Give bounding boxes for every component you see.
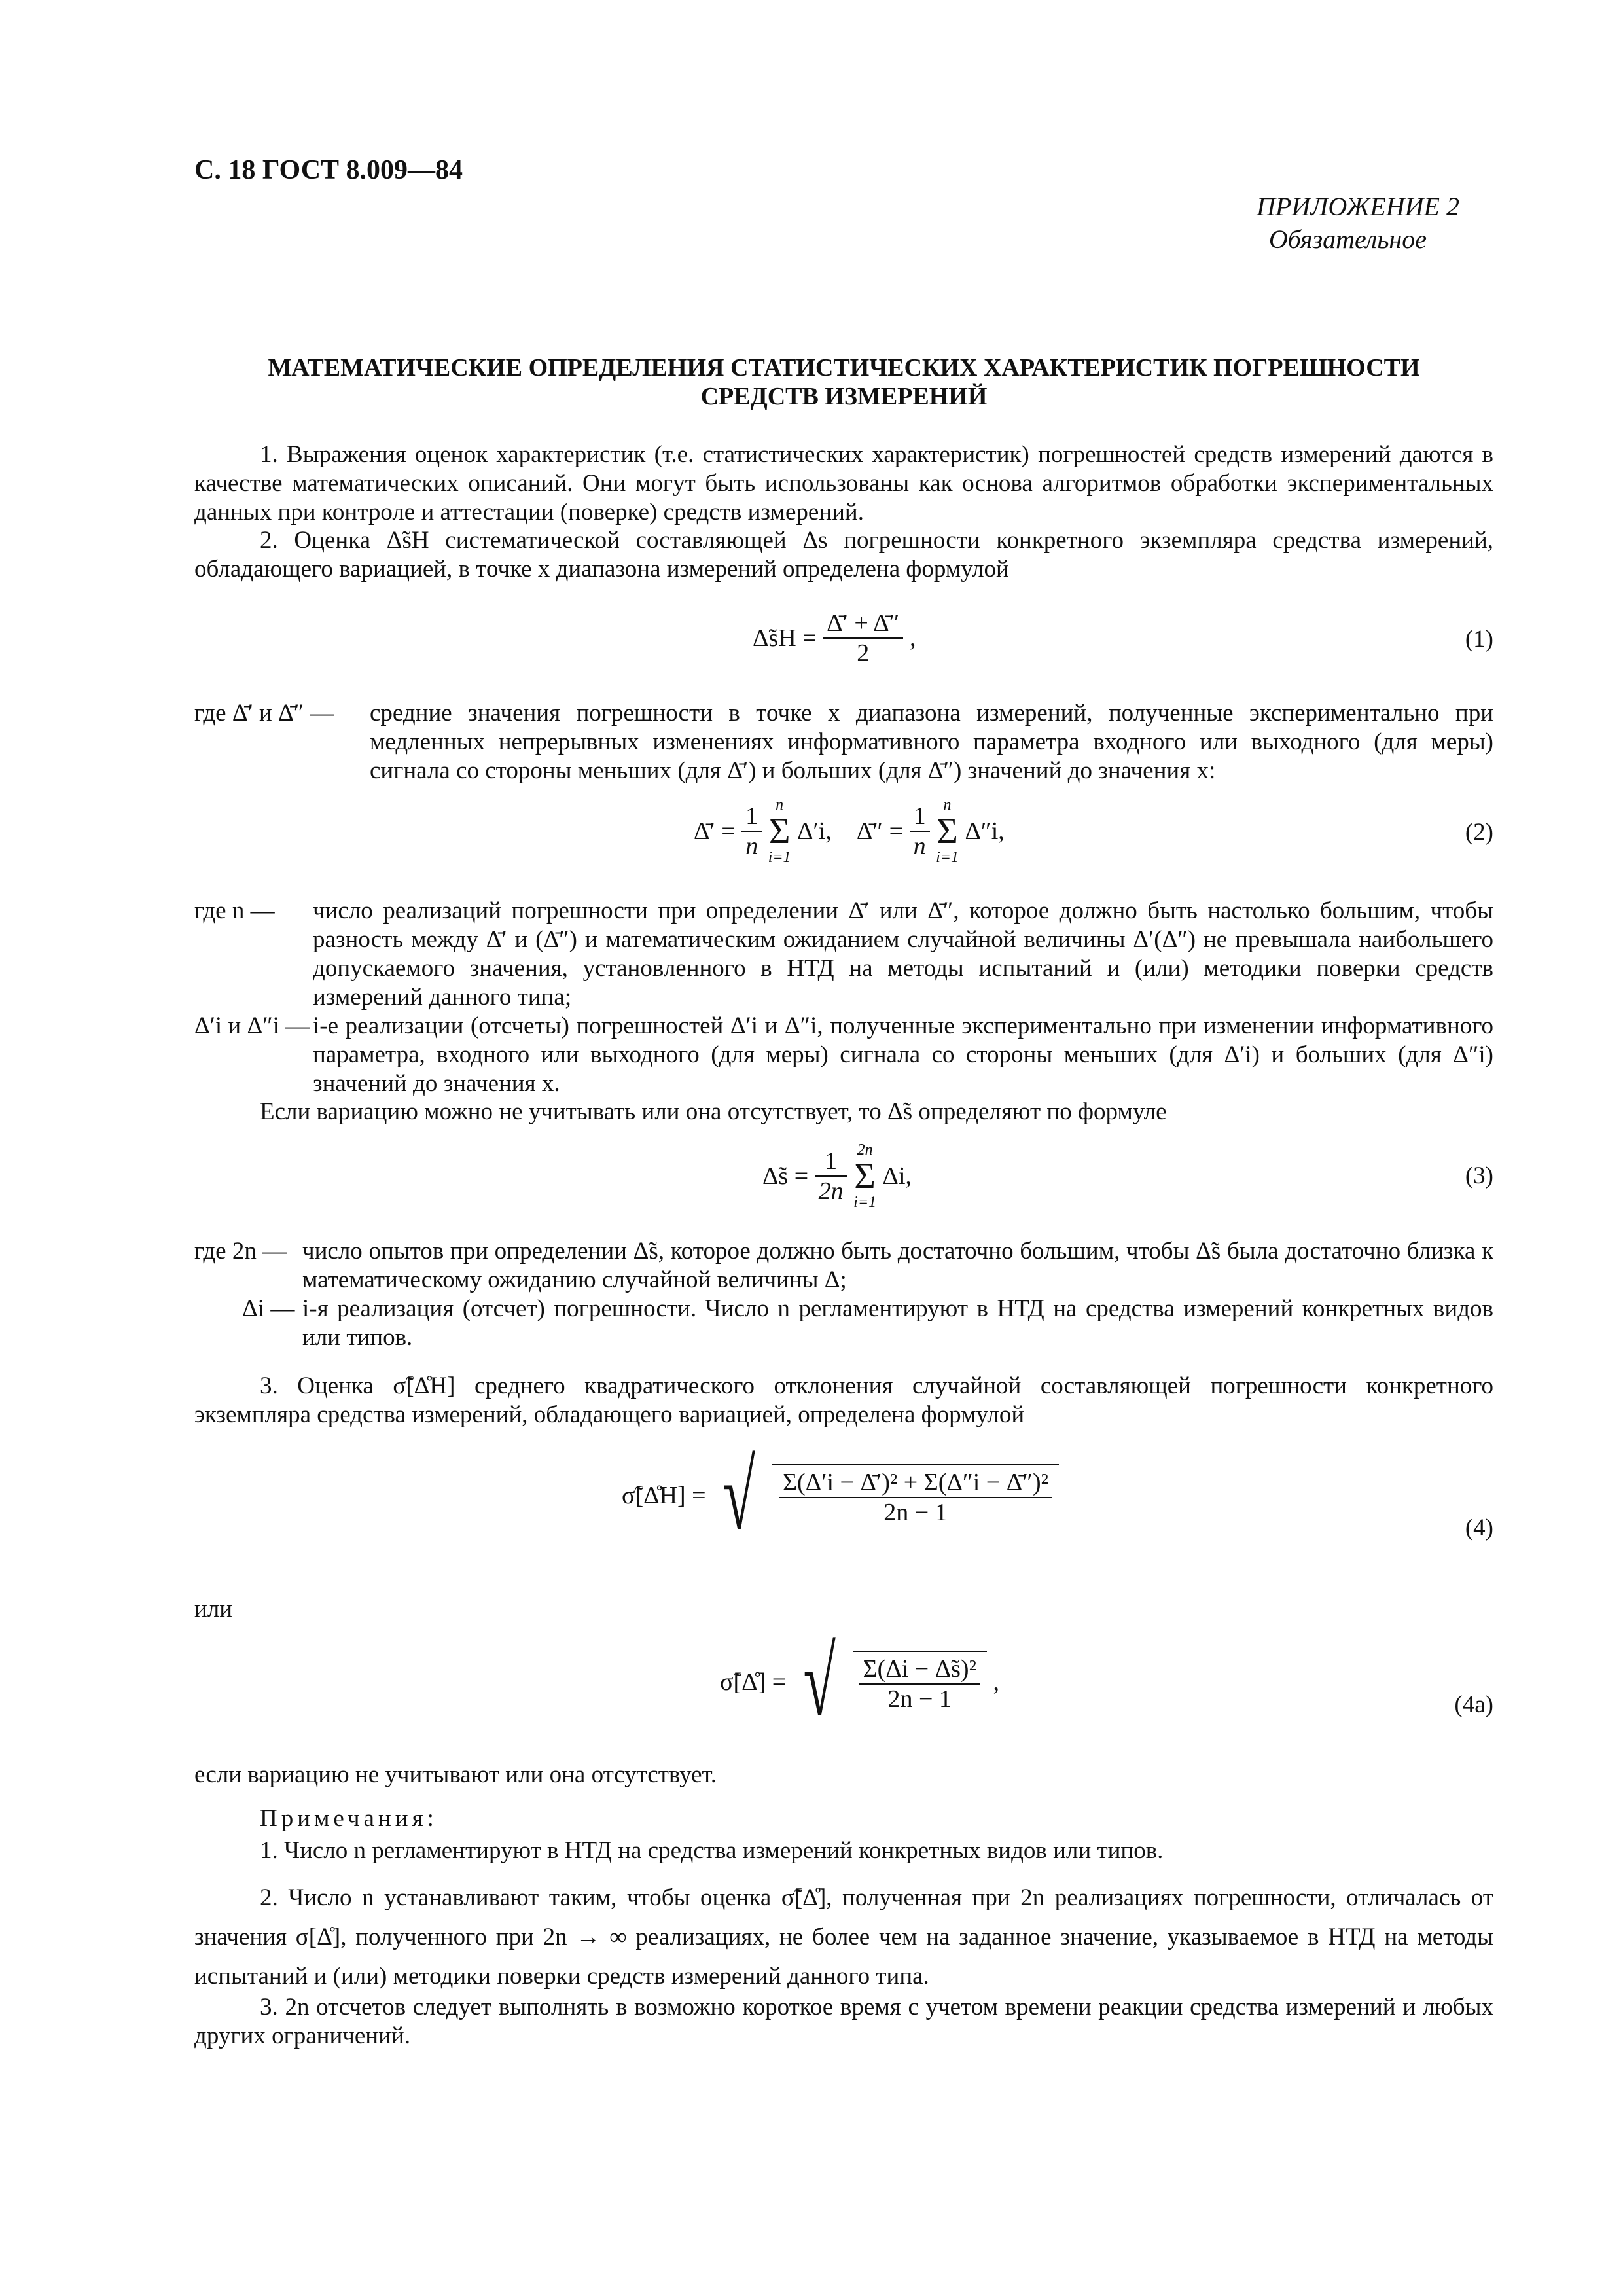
note-3: 3. 2n отсчетов следует выполнять в возможно короткое время с учетом времени реакции средства измерений и любых других ограничений.: [194, 1994, 1493, 2049]
eq2-b-frac-num: 1: [910, 802, 930, 832]
where-4-lead: где 2n —: [194, 1238, 287, 1265]
where-3-lead: Δ′i и Δ″i —: [194, 1013, 310, 1039]
where-5-text: i-я реализация (отсчет) погрешности. Число n регламентируют в НТД на средства измерений конкретных видов или типов.: [302, 1295, 1493, 1351]
eq2-b-lhs: Δ̄″ =: [856, 817, 904, 845]
eq2-a-frac-num: 1: [741, 802, 762, 832]
eq1-tail: ,: [909, 624, 916, 652]
eq3-fraction: [815, 1147, 847, 1206]
equation-1: [753, 609, 916, 668]
equation-4: [622, 1441, 1059, 1550]
eq1-denominator: 2: [857, 639, 870, 667]
equation-4a: [720, 1628, 999, 1736]
eq3-body: Δi,: [882, 1162, 912, 1190]
eq3-number: (3): [1465, 1162, 1493, 1189]
eq3-lhs: Δ̃s =: [762, 1162, 809, 1190]
sigma-icon: Σ: [936, 811, 958, 852]
eq1-lhs: Δ̃sH =: [753, 624, 817, 652]
where-2-lead: где n —: [194, 897, 275, 924]
eq2-a-sum: [768, 797, 791, 865]
eq4-lhs: σ̃[Δ̊H] =: [622, 1482, 706, 1509]
where-5-lead: Δi —: [242, 1295, 295, 1322]
eq4a-lhs: σ̃[Δ̊] =: [720, 1668, 787, 1696]
eq2-a-frac-den: n: [745, 833, 758, 860]
paragraph-3: 3. Оценка σ̃[Δ̊H] среднего квадратического отклонения случайной составляющей погрешности конкретного экземпляра средства измерений, обладающего вариацией, определена формулой: [194, 1372, 1493, 1428]
eq2-b-sum-top: n: [943, 797, 952, 814]
title-line-2: СРЕДСТВ ИЗМЕРЕНИЙ: [700, 383, 988, 410]
eq2-b-fraction: [910, 802, 930, 861]
paragraph-1: 1. Выражения оценок характеристик (т.е. статистических характеристик) погрешностей средств измерений даются в качестве математических описаний. Они могут быть использованы как основа алгоритмов обработки экспериментальных данных при контроле и аттестации (поверке) средств измерений.: [194, 441, 1493, 526]
eq2-b-sum-bottom: i=1: [936, 849, 959, 866]
note-2: 2. Число n устанавливают таким, чтобы оценка σ̃[Δ̊], полученная при 2n реализациях погрешности, отличалась от значения σ[Δ̊], полученного при 2n → ∞ реализациях, не более чем на заданное значение, указываемое в НТД на методы испытаний и (или) методики поверки средств измерений данного типа.: [194, 1884, 1493, 1990]
eq3-sum-top: 2n: [857, 1141, 873, 1158]
eq3-sum-bottom: i=1: [853, 1194, 877, 1211]
where-2-text: число реализаций погрешности при определении Δ̄′ или Δ̄″, которое должно быть настолько большим, чтобы разность между Δ̄′ и (Δ̄″) и математическим ожиданием случайной величины Δ′(Δ″) не превышала наибольшего допускаемого значения, установленного в НТД на методы испытаний и (или) методики поверки средств измерений данного типа;: [313, 897, 1493, 1011]
eq2-a-fraction: [741, 802, 762, 861]
appendix-status: Обязательное: [1268, 224, 1427, 254]
eq2-b-frac-den: n: [913, 833, 926, 860]
where-1-lead: где Δ̄′ и Δ̄″ —: [194, 700, 334, 726]
note-1: 1. Число n регламентируют в НТД на средства измерений конкретных видов или типов.: [260, 1837, 1164, 1864]
eq4a-radicand: [853, 1651, 987, 1713]
where-3-text: i-е реализации (отсчеты) погрешностей Δ′i и Δ″i, полученные экспериментально при изменении информативного параметра, входного или выходного (для меры) сигнала со стороны меньших (для Δ′i) и больших (для Δ″i) значений до значения x.: [313, 1013, 1493, 1097]
equation-3: [762, 1142, 912, 1210]
sigma-icon: Σ: [854, 1156, 876, 1196]
title-line-1: МАТЕМАТИЧЕСКИЕ ОПРЕДЕЛЕНИЯ СТАТИСТИЧЕСКИХ ХАРАКТЕРИСТИК ПОГРЕШНОСТИ: [268, 354, 1420, 382]
eq2-b-body: Δ″i,: [965, 817, 1005, 845]
sigma-icon: Σ: [768, 811, 791, 852]
where-1-text: средние значения погрешности в точке x диапазона измерений, полученные экспериментально при медленных непрерывных изменениях информативного параметра входного или выходного (для меры) сигнала со стороны меньших (для Δ̄′) и больших (для Δ̄″) значений до значения x:: [370, 700, 1493, 784]
eq3-sum: [853, 1142, 876, 1210]
square-root-icon: √: [803, 1628, 836, 1736]
eq1-numerator: Δ̄′ + Δ̄″: [823, 609, 903, 639]
eq1-fraction: [823, 609, 903, 668]
page-header: С. 18 ГОСТ 8.009—84: [194, 155, 463, 185]
eq2-a-sum-bottom: i=1: [768, 849, 791, 866]
document-title: [194, 353, 1493, 411]
eq2-a-lhs: Δ̄′ =: [694, 817, 736, 845]
eq3-frac-den: 2n: [818, 1177, 844, 1205]
eq4a-denominator: 2n − 1: [887, 1685, 952, 1713]
eq4a-numerator: Σ(Δi − Δ̃s)²: [859, 1655, 980, 1685]
eq4-denominator: 2n − 1: [883, 1499, 948, 1526]
where-4-text: число опытов при определении Δ̃s, которое должно быть достаточно большим, чтобы Δ̃s была достаточно близка к математическому ожиданию случайной величины Δ;: [302, 1238, 1493, 1293]
eq4-numerator: Σ(Δ′i − Δ̄′)² + Σ(Δ″i − Δ̄″)²: [779, 1468, 1052, 1498]
eq4-radicand: [772, 1464, 1059, 1527]
eq2-number: (2): [1465, 819, 1493, 846]
equation-2: [694, 797, 1005, 865]
paragraph-2: 2. Оценка Δ̃sH систематической составляющей Δs погрешности конкретного экземпляра средства измерений, обладающего вариацией, в точке x диапазона измерений определена формулой: [194, 527, 1493, 583]
eq4a-number: (4a): [1454, 1691, 1493, 1718]
eq4-number: (4): [1465, 1515, 1493, 1541]
eq2-a-sum-top: n: [776, 797, 784, 814]
appendix-title: ПРИЛОЖЕНИЕ 2: [1257, 192, 1459, 221]
eq4a-fraction: [859, 1655, 980, 1713]
square-root-icon: √: [722, 1441, 755, 1550]
eq2-a-body: Δ′i,: [797, 817, 832, 845]
eq4a-tail: ,: [993, 1668, 999, 1696]
notes-heading: Примечания:: [260, 1805, 438, 1832]
eq3-frac-num: 1: [815, 1147, 847, 1177]
or-word: или: [194, 1596, 233, 1623]
eq4-fraction: [779, 1468, 1052, 1527]
paragraph-no-variation: если вариацию не учитывают или она отсутствует.: [194, 1761, 717, 1788]
paragraph-variation: Если вариацию можно не учитывать или она отсутствует, то Δ̃s определяют по формуле: [260, 1098, 1167, 1125]
eq2-b-sum: [936, 797, 959, 865]
eq1-number: (1): [1465, 626, 1493, 653]
